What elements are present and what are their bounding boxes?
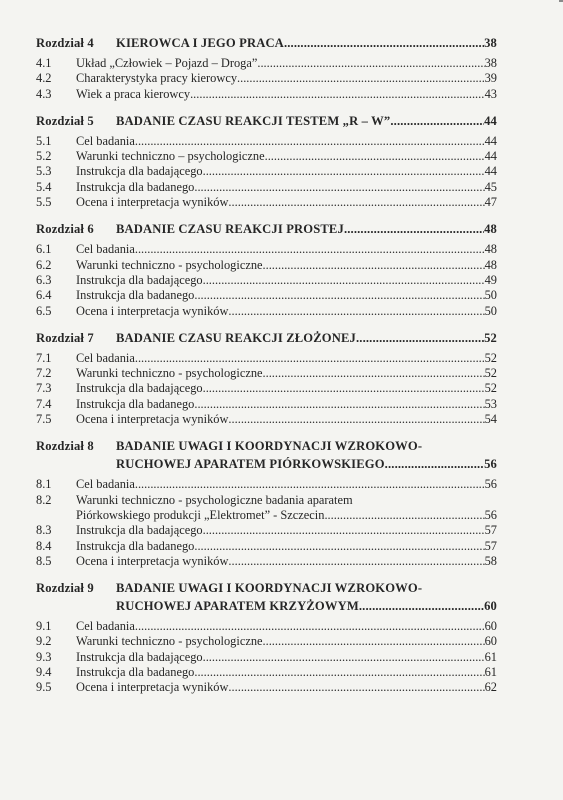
toc-entry[interactable] — [36, 288, 497, 303]
entry-body — [76, 134, 497, 149]
entry-line — [76, 523, 497, 538]
chapter-heading[interactable] — [36, 579, 497, 615]
entry-body — [76, 477, 497, 492]
chapter-heading[interactable] — [36, 437, 497, 473]
dot-leader — [194, 665, 484, 680]
dot-leader — [263, 634, 485, 649]
entry-page-number: 54 — [484, 412, 497, 427]
entry-title: Cel badania — [76, 477, 135, 492]
dot-leader — [265, 149, 485, 164]
chapter-title-text: KIEROWCA I JEGO PRACA — [116, 36, 284, 50]
chapter-page-number: 52 — [484, 330, 497, 345]
entry-body — [76, 258, 497, 273]
entry-title: Wiek a praca kierowcy — [76, 86, 191, 101]
dot-leader — [135, 619, 485, 634]
entry-number: 8.1 — [36, 477, 52, 492]
dot-leader — [385, 455, 484, 473]
entry-body — [76, 180, 497, 195]
entry-body — [76, 304, 497, 319]
dot-leader — [284, 34, 484, 52]
toc-entry[interactable] — [36, 554, 497, 569]
toc-entry[interactable] — [36, 539, 497, 554]
entry-line — [76, 164, 497, 179]
dot-leader — [135, 351, 485, 366]
chapter-title — [116, 329, 497, 347]
entry-number: 9.3 — [36, 649, 52, 664]
entry-body — [76, 665, 497, 680]
entry-page-number: 61 — [484, 665, 497, 680]
toc-entry[interactable] — [36, 180, 497, 195]
entry-line — [76, 680, 497, 695]
chapter-label: Rozdział 9 — [36, 581, 94, 596]
dot-leader — [263, 366, 485, 381]
toc-entry[interactable] — [36, 412, 497, 427]
dot-leader — [359, 597, 484, 615]
entry-line — [76, 634, 497, 649]
toc-entry[interactable] — [36, 680, 497, 695]
chapter-title-text: BADANIE CZASU REAKCJI PROSTEJ — [116, 222, 344, 237]
chapter-title-line — [116, 455, 497, 473]
entry-number: 5.1 — [36, 133, 52, 148]
entry-title: Piórkowskiego produkcji „Elektromet” - Szczecin — [76, 507, 325, 522]
entry-page-number: 50 — [484, 303, 497, 318]
entry-line — [76, 351, 497, 366]
chapter-page-number: 44 — [484, 113, 497, 128]
entry-body — [76, 366, 497, 381]
entry-page-number: 56 — [484, 477, 497, 492]
toc-entry[interactable] — [36, 258, 497, 273]
chapter-title-line — [116, 329, 497, 347]
entry-line — [76, 539, 497, 554]
scan-edge-mark — [559, 0, 563, 2]
entry-page-number: 50 — [484, 288, 497, 303]
entry-line — [76, 477, 497, 492]
entry-number: 9.1 — [36, 619, 52, 634]
entry-body — [76, 71, 497, 86]
chapter-page-number: 56 — [484, 457, 497, 472]
toc-entry[interactable] — [36, 397, 497, 412]
entry-page-number: 44 — [484, 164, 497, 179]
dot-leader — [344, 220, 484, 238]
chapter-label: Rozdział 4 — [36, 36, 94, 50]
entry-line — [76, 554, 497, 569]
entry-number: 7.2 — [36, 366, 52, 381]
chapter-title-text: BADANIE UWAGI I KOORDYNACJI WZROKOWO- — [116, 581, 423, 596]
entry-body — [76, 56, 497, 71]
chapter-section — [36, 579, 497, 695]
dot-leader — [257, 56, 484, 71]
chapter-title-line — [116, 579, 497, 597]
entry-page-number: 61 — [484, 649, 497, 664]
chapter-heading[interactable] — [36, 329, 497, 347]
dot-leader — [203, 273, 485, 288]
dot-leader — [194, 539, 484, 554]
entry-number: 6.1 — [36, 242, 52, 257]
dot-leader — [190, 87, 485, 102]
dot-leader — [324, 508, 484, 523]
entry-line — [76, 258, 497, 273]
dot-leader — [135, 134, 485, 149]
chapter-page-number: 48 — [484, 222, 497, 237]
entry-title: Warunki techniczno – psychologiczne — [76, 149, 265, 164]
entry-page-number: 62 — [484, 680, 497, 695]
entry-number: 7.3 — [36, 381, 52, 396]
dot-leader — [228, 304, 484, 319]
chapter-heading[interactable] — [36, 34, 497, 52]
dot-leader — [194, 180, 484, 195]
entry-number: 9.4 — [36, 665, 52, 680]
chapter-title — [116, 437, 497, 473]
dot-leader — [203, 381, 485, 396]
entry-page-number: 53 — [484, 396, 497, 411]
entry-title: Instrukcja dla badającego — [76, 272, 203, 287]
entry-title: Charakterystyka pracy kierowcy — [76, 71, 238, 86]
chapter-title-text: BADANIE CZASU REAKCJI TESTEM „R – W” — [116, 113, 391, 128]
entry-line — [76, 87, 497, 102]
toc-entry[interactable] — [36, 351, 497, 366]
entry-number: 8.5 — [36, 553, 52, 568]
entry-number: 9.2 — [36, 634, 52, 649]
entry-number: 4.3 — [36, 86, 52, 101]
entry-body — [76, 164, 497, 179]
dot-leader — [390, 112, 484, 130]
entry-body — [76, 397, 497, 412]
entry-number: 8.3 — [36, 523, 52, 538]
entry-title: Ocena i interpretacja wyników — [76, 195, 229, 210]
entry-title: Ocena i interpretacja wyników — [76, 680, 229, 695]
entry-title: Cel badania — [76, 242, 135, 257]
dot-leader — [135, 477, 485, 492]
entry-body — [76, 87, 497, 102]
chapter-label: Rozdział 5 — [36, 113, 94, 128]
entry-line — [76, 242, 497, 257]
toc-entry[interactable] — [36, 56, 497, 71]
dot-leader — [194, 288, 484, 303]
entry-title: Cel badania — [76, 133, 135, 148]
dot-leader — [237, 71, 485, 86]
chapter-section — [36, 34, 497, 102]
entry-title: Warunki techniczno - psychologiczne — [76, 634, 263, 649]
entry-line — [76, 381, 497, 396]
entry-number: 4.2 — [36, 71, 52, 86]
dot-leader — [228, 195, 484, 210]
entry-number: 5.4 — [36, 179, 52, 194]
entry-body — [76, 680, 497, 695]
entry-number: 4.1 — [36, 56, 52, 70]
entry-number: 5.3 — [36, 164, 52, 179]
chapter-heading[interactable] — [36, 112, 497, 130]
entry-title: Instrukcja dla badanego — [76, 288, 195, 303]
dot-leader — [194, 397, 484, 412]
chapter-title-text: BADANIE CZASU REAKCJI ZŁOŻONEJ — [116, 330, 356, 345]
entry-page-number: 47 — [484, 195, 497, 210]
entry-number: 6.3 — [36, 272, 52, 287]
chapter-section — [36, 437, 497, 569]
dot-leader — [203, 650, 485, 665]
chapter-label: Rozdział 6 — [36, 222, 94, 237]
chapter-title-line — [116, 34, 497, 52]
dot-leader — [203, 164, 485, 179]
entry-body — [76, 523, 497, 538]
toc-entry[interactable] — [36, 164, 497, 179]
entry-page-number: 60 — [484, 634, 497, 649]
entry-page-number: 45 — [484, 179, 497, 194]
entry-title: Układ „Człowiek – Pojazd – Droga” — [76, 56, 258, 70]
entry-number: 7.4 — [36, 396, 52, 411]
entry-page-number: 58 — [484, 553, 497, 568]
toc-entry[interactable] — [36, 304, 497, 319]
entry-body — [76, 493, 497, 524]
dot-leader — [203, 523, 485, 538]
entry-line — [76, 397, 497, 412]
entry-page-number: 57 — [484, 538, 497, 553]
entry-page-number: 52 — [484, 366, 497, 381]
entry-line — [76, 619, 497, 634]
toc-entry[interactable] — [36, 87, 497, 102]
entry-number: 8.4 — [36, 538, 52, 553]
chapter-title-line — [116, 112, 497, 130]
entry-page-number: 44 — [484, 149, 497, 164]
entry-body — [76, 381, 497, 396]
entry-title: Instrukcja dla badanego — [76, 396, 195, 411]
entry-body — [76, 412, 497, 427]
toc-entry[interactable] — [36, 242, 497, 257]
entry-page-number: 43 — [484, 86, 497, 101]
chapter-label: Rozdział 8 — [36, 439, 94, 454]
chapter-section — [36, 329, 497, 427]
entry-line — [76, 180, 497, 195]
chapter-heading[interactable] — [36, 220, 497, 238]
entry-body — [76, 149, 497, 164]
toc-entry[interactable] — [36, 149, 497, 164]
entry-number: 8.2 — [36, 492, 52, 507]
entry-title: Cel badania — [76, 619, 135, 634]
chapter-title — [116, 579, 497, 615]
toc-entry[interactable] — [36, 477, 497, 492]
entry-title: Warunki techniczno - psychologiczne — [76, 366, 263, 381]
entry-body — [76, 273, 497, 288]
entry-line — [76, 366, 497, 381]
toc-entry[interactable] — [36, 634, 497, 649]
dot-leader — [135, 242, 485, 257]
entry-line — [76, 273, 497, 288]
dot-leader — [228, 412, 484, 427]
toc-entry[interactable] — [36, 665, 497, 680]
entry-page-number: 49 — [484, 272, 497, 287]
dot-leader — [228, 554, 484, 569]
entry-title: Warunki techniczno - psychologiczne — [76, 257, 263, 272]
entry-body — [76, 351, 497, 366]
entry-page-number: 52 — [484, 381, 497, 396]
entry-title: Instrukcja dla badanego — [76, 665, 195, 680]
toc-entry[interactable] — [36, 650, 497, 665]
entry-number: 9.5 — [36, 680, 52, 695]
entry-title: Instrukcja dla badającego — [76, 523, 203, 538]
entry-title: Cel badania — [76, 350, 135, 365]
entry-title: Warunki techniczno - psychologiczne badania aparatem — [76, 492, 353, 507]
chapter-title — [116, 220, 497, 238]
entry-body — [76, 634, 497, 649]
entry-number: 7.1 — [36, 350, 52, 365]
chapter-title-text: BADANIE UWAGI I KOORDYNACJI WZROKOWO- — [116, 439, 423, 454]
entry-body — [76, 242, 497, 257]
chapter-title-line — [116, 597, 497, 615]
dot-leader — [228, 680, 484, 695]
chapter-section — [36, 112, 497, 210]
entry-number: 6.5 — [36, 303, 52, 318]
toc-entry[interactable] — [36, 195, 497, 210]
chapter-title — [116, 34, 497, 52]
chapter-label: Rozdział 7 — [36, 330, 94, 345]
entry-line — [76, 195, 497, 210]
entry-title: Ocena i interpretacja wyników — [76, 303, 229, 318]
entry-line — [76, 650, 497, 665]
entry-line — [76, 56, 497, 71]
entry-page-number: 57 — [484, 523, 497, 538]
entry-line — [76, 149, 497, 164]
entry-line — [76, 493, 497, 508]
entry-line — [76, 412, 497, 427]
chapter-title-line — [116, 437, 497, 455]
entry-page-number: 60 — [484, 619, 497, 634]
table-of-contents — [36, 34, 497, 706]
entry-title: Ocena i interpretacja wyników — [76, 553, 229, 568]
toc-entry[interactable] — [36, 366, 497, 381]
entry-page-number: 38 — [484, 56, 497, 70]
dot-leader — [263, 258, 485, 273]
entry-title: Instrukcja dla badanego — [76, 179, 195, 194]
chapter-title-line — [116, 220, 497, 238]
entry-line — [76, 288, 497, 303]
chapter-page-number: 38 — [484, 36, 497, 50]
chapter-page-number: 60 — [484, 599, 497, 614]
entry-body — [76, 554, 497, 569]
entry-page-number: 39 — [484, 71, 497, 86]
toc-entry[interactable] — [36, 71, 497, 86]
entry-body — [76, 619, 497, 634]
toc-entry[interactable] — [36, 134, 497, 149]
entry-number: 5.5 — [36, 195, 52, 210]
entry-number: 7.5 — [36, 412, 52, 427]
entry-body — [76, 195, 497, 210]
entry-number: 5.2 — [36, 149, 52, 164]
entry-line — [76, 304, 497, 319]
chapter-title-text: RUCHOWEJ APARATEM KRZYŻOWYM — [116, 599, 359, 614]
entry-page-number: 48 — [484, 242, 497, 257]
toc-entry[interactable] — [36, 619, 497, 634]
entry-page-number: 48 — [484, 257, 497, 272]
entry-title: Ocena i interpretacja wyników — [76, 412, 229, 427]
entry-page-number: 52 — [484, 350, 497, 365]
chapter-title — [116, 112, 497, 130]
entry-number: 6.2 — [36, 257, 52, 272]
entry-title: Instrukcja dla badanego — [76, 538, 195, 553]
entry-line — [76, 134, 497, 149]
toc-entry[interactable] — [36, 523, 497, 538]
entry-page-number: 44 — [484, 133, 497, 148]
entry-line — [76, 71, 497, 86]
toc-entry[interactable] — [36, 493, 497, 524]
entry-title: Instrukcja dla badającego — [76, 164, 203, 179]
entry-line — [76, 665, 497, 680]
entry-title: Instrukcja dla badającego — [76, 649, 203, 664]
entry-title: Instrukcja dla badającego — [76, 381, 203, 396]
entry-line — [76, 508, 497, 523]
toc-entry[interactable] — [36, 273, 497, 288]
entry-body — [76, 539, 497, 554]
entry-page-number: 56 — [484, 507, 497, 522]
entry-number: 6.4 — [36, 288, 52, 303]
dot-leader — [356, 329, 484, 347]
chapter-title-text: RUCHOWEJ APARATEM PIÓRKOWSKIEGO — [116, 457, 385, 472]
entry-body — [76, 288, 497, 303]
chapter-section — [36, 220, 497, 318]
entry-body — [76, 650, 497, 665]
toc-entry[interactable] — [36, 381, 497, 396]
